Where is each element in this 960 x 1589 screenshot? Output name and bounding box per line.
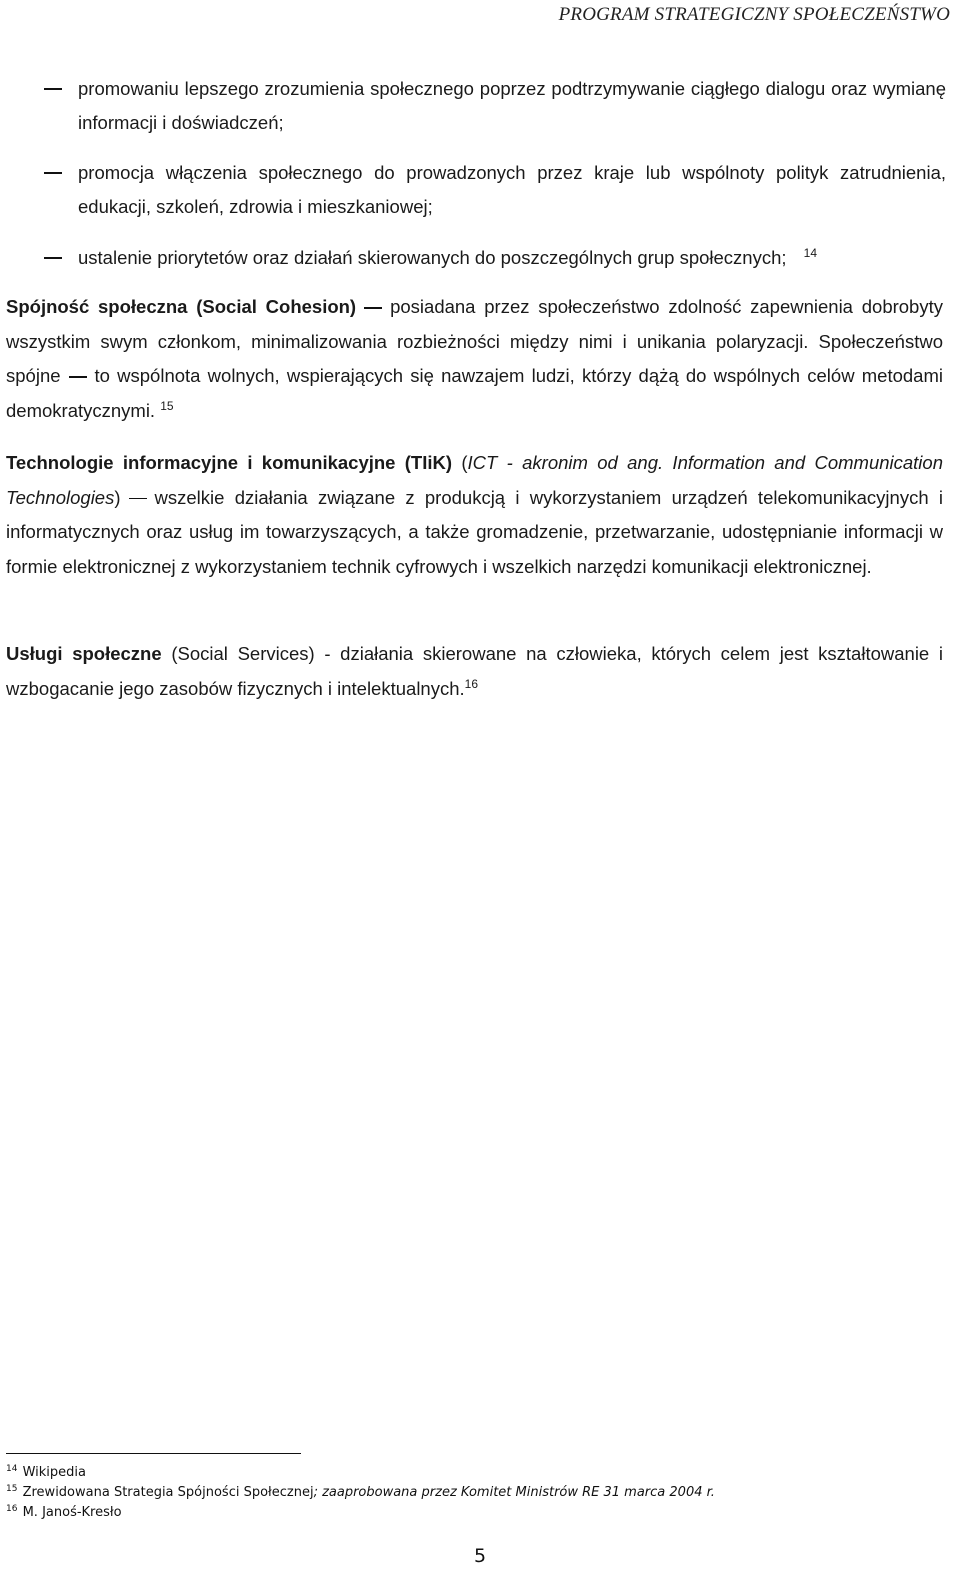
dash-marker — [129, 498, 147, 500]
footnote-number: 16 — [6, 1503, 18, 1514]
footnote-italic-text: ; zaaprobowana przez Komitet Ministrów RE 31 marca 2004 r. — [313, 1485, 715, 1500]
bullet-list — [0, 72, 960, 275]
paren-open: ( — [461, 452, 468, 473]
definition-term: Technologie informacyjne i komunikacyjne (TIiK) — [6, 452, 453, 473]
dash-marker — [364, 307, 382, 309]
footnotes — [6, 1463, 715, 1523]
definition-acronym: ICT - akronim od ang. Information and Communication Technologies — [6, 452, 943, 508]
definition-social-services — [6, 637, 943, 706]
bullet-text: ustalenie priorytetów oraz działań skierowanych do poszczególnych grup społecznych; — [78, 247, 787, 268]
bullet-text: promowaniu lepszego zrozumienia społecznego poprzez podtrzymywanie ciągłego dialogu oraz wymianę informacji i doświadczeń; — [78, 78, 946, 133]
footnote-ref[interactable]: 16 — [464, 676, 479, 691]
dash-marker — [69, 376, 87, 378]
footnote-number: 15 — [6, 1483, 18, 1494]
footnote — [6, 1463, 715, 1483]
definition-term: Usługi społeczne — [6, 643, 162, 664]
footnote — [6, 1483, 715, 1503]
dash-marker — [44, 257, 62, 259]
definition-ict — [6, 446, 943, 584]
footnote-ref[interactable]: 15 — [160, 398, 174, 413]
definition-social-cohesion — [6, 290, 943, 428]
running-header: PROGRAM STRATEGICZNY SPOŁECZEŃSTWO — [558, 4, 950, 25]
paren-close: ) — [114, 486, 121, 508]
footnote-separator — [6, 1453, 301, 1454]
definition-body: posiadana przez społeczeństwo zdolność zapewnienia dobrobyty wszystkim swym członkom, minimalizowania rozbieżności między nimi i unikania polaryzacji. Społeczeństwo spójne — [6, 296, 943, 386]
footnote — [6, 1503, 715, 1523]
definition-body: to wspólnota wolnych, wspierających się nawzajem ludzi, którzy dążą do wspólnych celów metodami demokratycznymi. — [6, 365, 943, 421]
footnote-ref[interactable]: 14 — [803, 245, 818, 260]
footnote-text: M. Janoś-Kresło — [22, 1505, 122, 1520]
dash-marker — [44, 88, 62, 90]
dash-marker — [44, 172, 62, 174]
definition-term: Spójność społeczna (Social Cohesion) — [6, 296, 357, 317]
list-item — [0, 156, 960, 224]
footnote-text: Wikipedia — [22, 1465, 86, 1480]
footnote-text: Zrewidowana Strategia Spójności Społecznej — [22, 1485, 314, 1500]
footnote-number: 14 — [6, 1463, 18, 1474]
list-item — [0, 72, 960, 140]
definition-body: wszelkie działania związane z produkcją i wykorzystaniem urządzeń telekomunikacyjnych i informatycznych oraz usług im towarzyszących, a także gromadzenie, przetwarzanie, udostępnianie informacji w formie elektronicznej z wykorzystaniem technik cyfrowych i wszelkich narzędzi komunikacji elektronicznej. — [6, 486, 943, 577]
page-number: 5 — [473, 1545, 487, 1567]
definition-body: (Social Services) - działania skierowane na człowieka, których celem jest kształtowanie i wzbogacanie jego zasobów fizycznych i intelektualnych. — [6, 643, 944, 699]
bullet-text: promocja włączenia społecznego do prowadzonych przez kraje lub wspólnoty polityk zatrudnienia, edukacji, szkoleń, zdrowia i mieszkaniowej; — [78, 162, 946, 217]
list-item — [0, 241, 960, 275]
